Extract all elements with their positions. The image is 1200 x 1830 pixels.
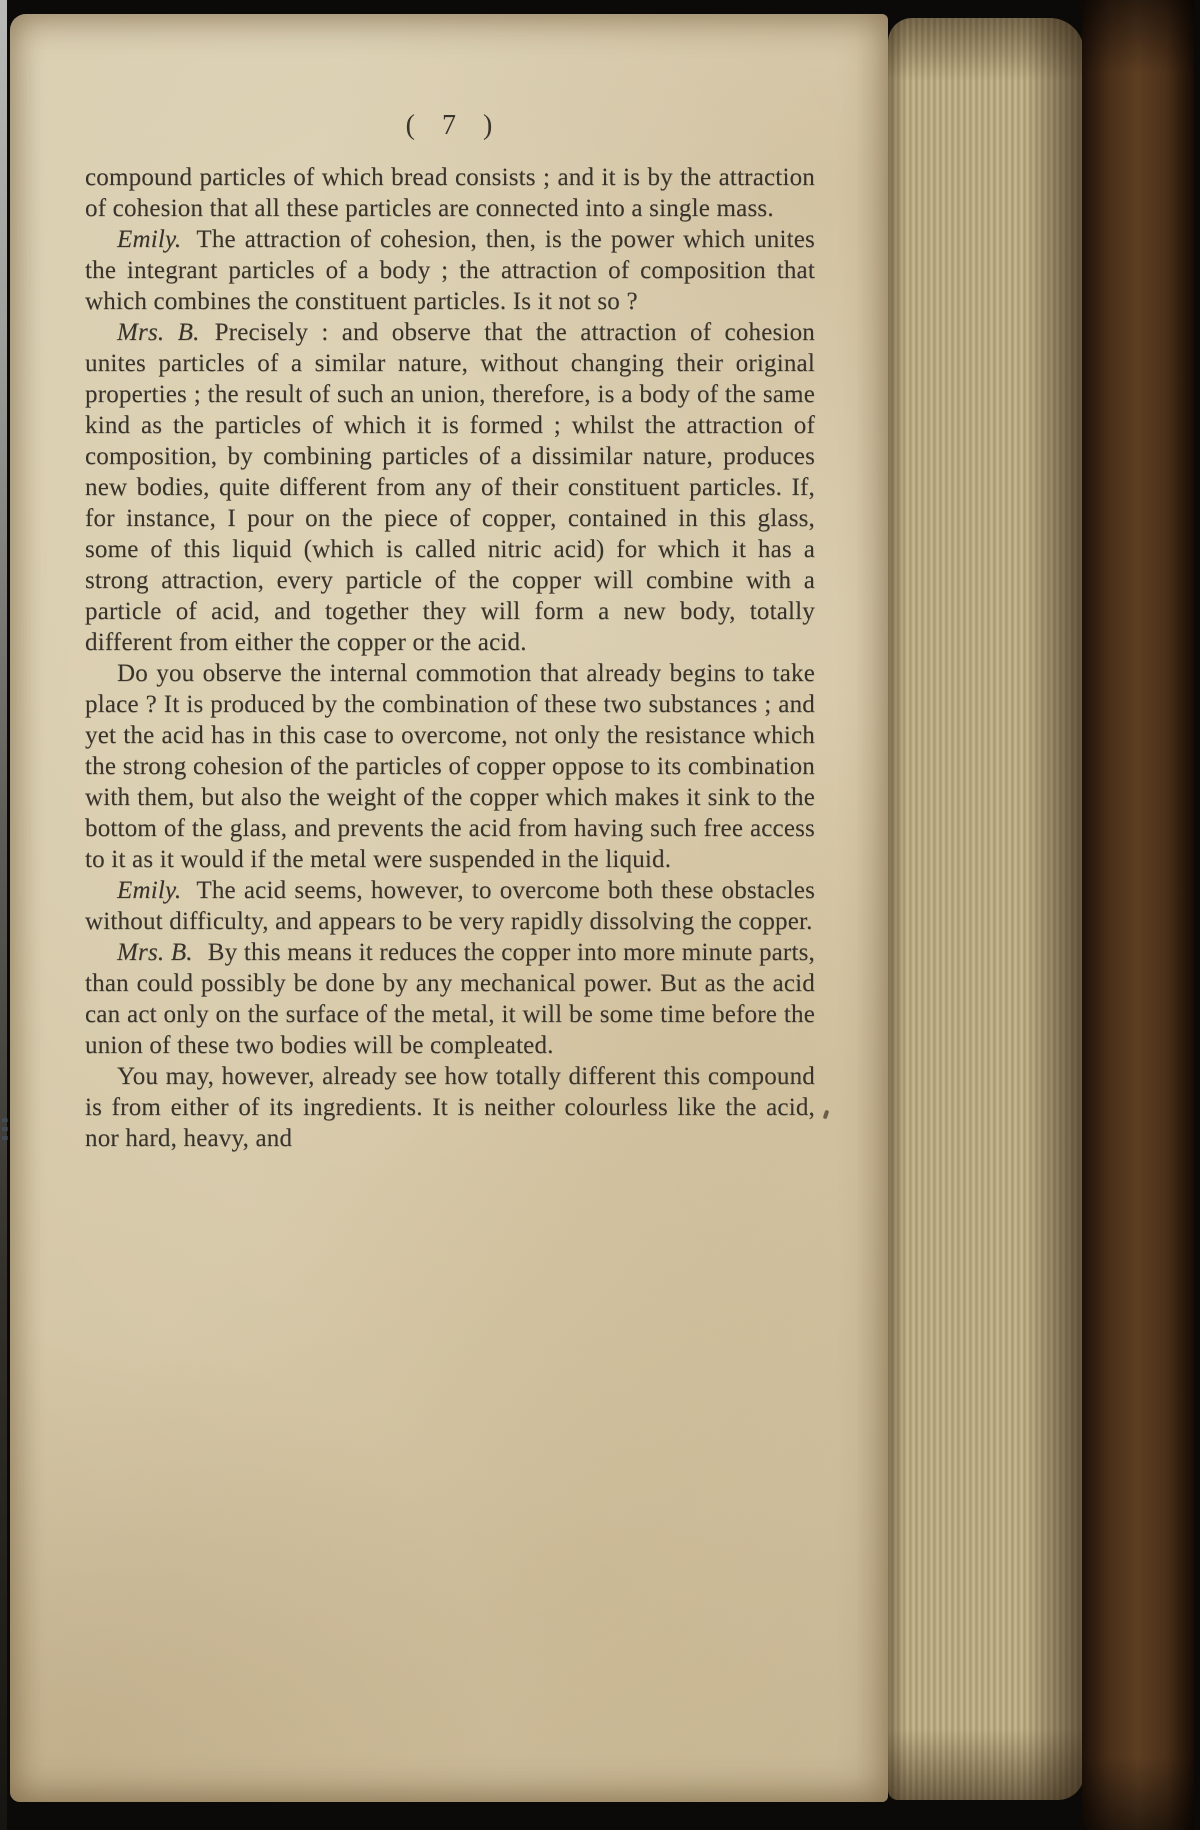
page-text (85, 162, 815, 1154)
speaker-name: Mrs. B. (117, 319, 200, 346)
scanner-edge-strip (0, 0, 7, 1830)
page-number: ( 7 ) (405, 110, 495, 141)
paragraph-text: By this means it reduces the copper into more minute parts, than could possibly be done by any mechanical power. But as the acid can act only on the surface of the metal, it will be some time before the union of these two bodies will be compleated. (85, 939, 815, 1059)
speaker-name: Mrs. B. (117, 939, 193, 966)
ink-speck (823, 1110, 830, 1120)
paragraph (85, 317, 815, 658)
paragraph (85, 1061, 815, 1154)
margin-pen-marks (2, 1118, 8, 1144)
paragraph (85, 937, 815, 1061)
paragraph-text: compound particles of which bread consists ; and it is by the attraction of cohesion that all these particles are connected into a single mass. (85, 164, 815, 222)
paragraph-text: The attraction of cohesion, then, is the power which unites the integrant particles of a body ; the attraction of composition that which combines the constituent particles. Is it not so ? (85, 226, 815, 315)
paragraph (85, 875, 815, 937)
paragraph-text: Precisely : and observe that the attraction of cohesion unites particles of a similar nature, without changing their original properties ; the result of such an union, therefore, is a body of the same kind as the particles of which it is formed ; whilst the attraction of composition, by combining particles of a dissimilar nature, produces new bodies, quite different from any of their constituent particles. If, for instance, I pour on the piece of copper, contained in this glass, some of this liquid (which is called nitric acid) for which it has a strong attraction, every particle of the copper will combine with a particle of acid, and together they will form a new body, totally different from either the copper or the acid. (85, 319, 815, 656)
book-fore-edge (888, 18, 1084, 1800)
paragraph-text: Do you observe the internal commotion that already begins to take place ? It is produced by the combination of these two substances ; and yet the acid has in this case to overcome, not only the resistance which the strong cohesion of the particles of copper oppose to its combination with them, but also the weight of the copper which makes it sink to the bottom of the glass, and prevents the acid from having such free access to it as it would if the metal were suspended in the liquid. (85, 660, 815, 873)
paragraph (85, 162, 815, 224)
paragraph-text: The acid seems, however, to overcome both these obstacles without difficulty, and appears to be very rapidly dissolving the copper. (85, 877, 815, 935)
book-page (10, 14, 888, 1802)
paragraph (85, 224, 815, 317)
paragraph (85, 658, 815, 875)
speaker-name: Emily. (117, 877, 182, 904)
speaker-name: Emily. (117, 226, 182, 253)
paragraph-text: You may, however, already see how totally different this compound is from either of its ingredients. It is neither colourless like the acid, nor hard, heavy, and (85, 1063, 815, 1152)
book-binding (1082, 0, 1194, 1830)
